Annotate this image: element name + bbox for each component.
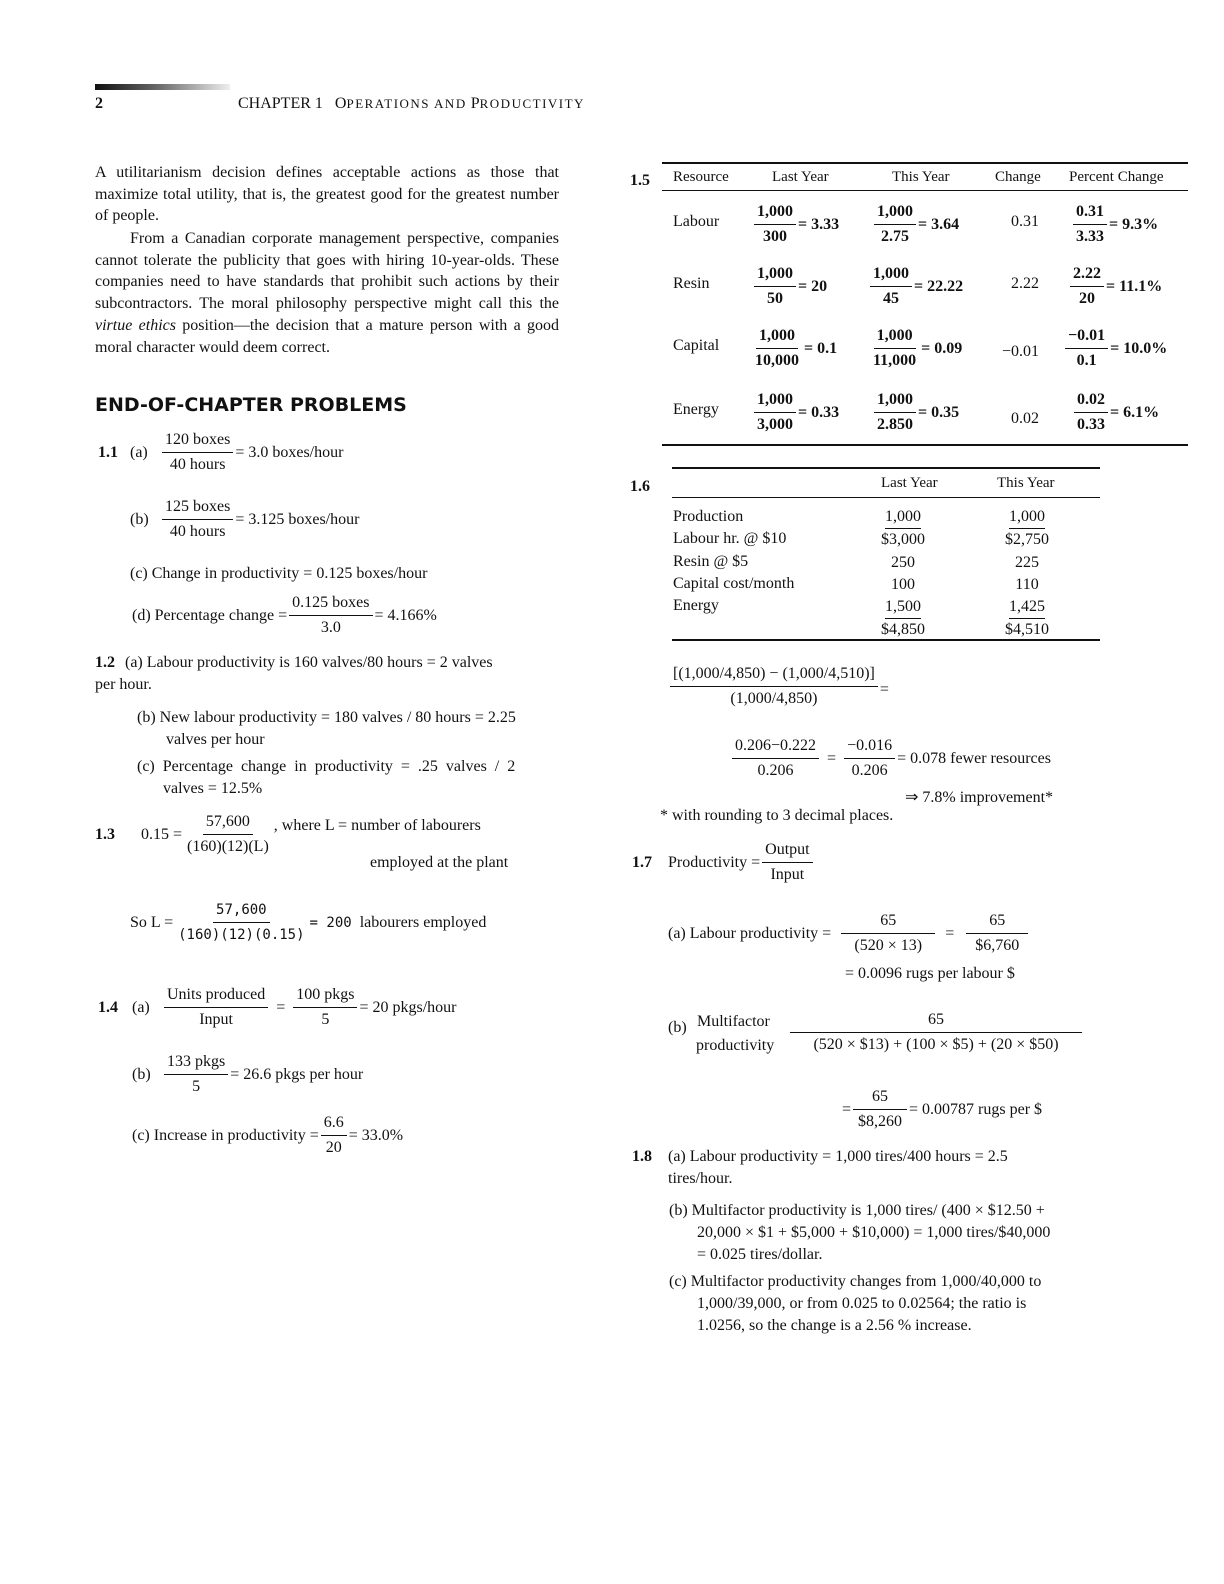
part-label: (d) Percentage change = — [132, 606, 288, 624]
intro-p2-italic: virtue ethics — [95, 316, 176, 334]
result: = 10.0% — [1110, 339, 1168, 357]
cell: 225 — [1015, 553, 1039, 571]
title-letter-o: O — [334, 95, 347, 112]
part-label: (b) — [130, 510, 149, 528]
numerator: 0.125 boxes — [289, 593, 372, 616]
row-label: Production — [673, 508, 744, 525]
problem-number: 1.4 — [98, 998, 118, 1016]
equals: = — [827, 749, 837, 767]
denominator: 3.0 — [320, 619, 341, 636]
change-cell: 0.31 — [1011, 213, 1039, 230]
problem-1-1-b — [130, 497, 359, 542]
problem-1-2-a — [95, 654, 493, 672]
cell: 250 — [891, 553, 915, 571]
denominator: 5 — [192, 1078, 201, 1095]
cell-energy: 1,500 — [885, 596, 921, 619]
problem-number: 1.2 — [95, 654, 115, 671]
row-label: Labour hr. @ $10 — [673, 530, 787, 548]
last-year-cell — [752, 390, 839, 435]
problem-1-6-note: * with rounding to 3 decimal places. — [660, 807, 894, 824]
this-year-cell — [868, 326, 962, 371]
problem-1-1-c: (c) Change in productivity = 0.125 boxes/hour — [130, 565, 428, 582]
denominator: (520 × 13) — [854, 937, 923, 954]
part-label: (c) Increase in productivity = — [132, 1126, 319, 1144]
table-1-5-header-rule — [662, 190, 1188, 191]
table-1-6-header-last-year: Last Year — [881, 475, 938, 491]
row-label: Capital cost/month — [673, 574, 795, 592]
fraction — [164, 1052, 228, 1097]
table-1-6-header-this-year: This Year — [997, 475, 1055, 491]
table-1-5-header-percent-change: Percent Change — [1069, 169, 1164, 185]
numerator: 0.206−0.222 — [732, 736, 819, 759]
problem-1-8-b: (b) Multifactor productivity is 1,000 tires/ (400 × $12.50 + — [669, 1202, 1045, 1219]
result: = 0.09 — [921, 339, 963, 357]
denominator: (1,000/4,850) — [730, 690, 818, 707]
part-a: (a) Labour productivity = 1,000 tires/400 hours = 2.5 — [668, 1148, 1008, 1165]
table-1-5-header-last-year: Last Year — [772, 169, 829, 185]
cell-energy: 1,425 — [1009, 596, 1045, 619]
numerator: 1,000 — [874, 390, 916, 413]
intro-p2-start: From a Canadian corporate management perspective, companies cannot tolerate the publicity that goes with hiring 10-year-olds. These companies need to have standards that prohibit such actions by their subcontractors. The moral philosophy perspective might call this the — [95, 230, 559, 313]
part-label: (a) — [130, 443, 148, 461]
productivity-label: Productivity = — [668, 853, 761, 871]
fraction — [966, 911, 1028, 956]
row-label: Resin @ $5 — [673, 552, 749, 570]
fraction — [184, 812, 272, 857]
problem-1-4-a — [98, 985, 457, 1030]
denominator: 0.206 — [851, 762, 888, 779]
problem-1-8-c: (c) Multifactor productivity changes from 1,000/40,000 to — [669, 1273, 1042, 1290]
change-cell: 0.02 — [1011, 410, 1039, 427]
problem-1-2-a-cont: per hour. — [95, 676, 152, 693]
problem-1-3-so — [130, 900, 486, 945]
title-roductivity: RODUCTIVITY — [479, 96, 585, 111]
equals: = — [842, 1100, 852, 1118]
problem-1-1-d — [132, 593, 437, 638]
table-1-6-labels — [673, 506, 794, 617]
this-year-cell — [872, 390, 959, 435]
denominator: Input — [770, 866, 805, 883]
percent-change-cell — [1068, 264, 1162, 309]
denominator: 0.33 — [1077, 416, 1105, 433]
denominator: 40 hours — [169, 456, 226, 473]
intro-paragraph-2 — [95, 228, 559, 358]
problem-1-7-b-mf1: Multifactor — [697, 1013, 770, 1030]
last-year-cell — [752, 202, 839, 247]
result-text: labourers employed — [359, 913, 487, 931]
numerator: Units produced — [164, 985, 268, 1008]
problem-1-2-c: (c) Percentage change in productivity = .25 valves / 2 — [137, 758, 516, 775]
equals: = — [276, 998, 286, 1016]
change-cell: −0.01 — [1002, 343, 1040, 360]
lhs: 0.15 = — [141, 825, 183, 843]
denominator: $8,260 — [858, 1113, 903, 1130]
cell-total: $4,850 — [881, 621, 925, 639]
numerator: −0.01 — [1065, 326, 1108, 349]
table-1-5-header-this-year: This Year — [892, 169, 950, 185]
result: = 26.6 pkgs per hour — [230, 1065, 364, 1083]
numerator: 1,000 — [870, 264, 912, 287]
problem-1-4-c — [132, 1113, 403, 1158]
problem-1-2-b-cont: valves per hour — [166, 731, 265, 748]
chapter-title — [238, 95, 585, 113]
fraction — [162, 497, 233, 542]
chapter-label: CHAPTER 1 — [238, 95, 323, 112]
this-year-cell — [872, 202, 959, 247]
result: = 200 — [309, 914, 352, 931]
denominator: 2.75 — [881, 228, 909, 245]
percent-change-cell — [1063, 326, 1167, 371]
problem-1-4-b — [132, 1052, 363, 1097]
table-1-6-header-rule — [672, 497, 1100, 498]
intro-paragraph-1: A utilitarianism decision defines acceptable actions as those that maximize total utility, that is, the greatest good for the greatest number of people. — [95, 164, 559, 225]
fraction — [853, 1087, 907, 1132]
denominator: 5 — [321, 1011, 330, 1028]
problem-1-7-b-result — [842, 1087, 1042, 1132]
cell: 100 — [891, 575, 915, 593]
problem-1-7-b-label: (b) — [668, 1019, 687, 1036]
fraction — [790, 1010, 1082, 1055]
denominator: (160)(12)(L) — [187, 838, 269, 855]
problem-1-6-eq1 — [668, 664, 889, 709]
numerator: Output — [762, 840, 812, 863]
numerator: 57,600 — [213, 900, 270, 923]
row-label: Energy — [673, 597, 719, 615]
section-heading: END-OF-CHAPTER PROBLEMS — [95, 394, 407, 416]
numerator: 133 pkgs — [164, 1052, 228, 1075]
denominator: 20 — [325, 1139, 342, 1156]
denominator: 11,000 — [873, 352, 917, 369]
table-1-5-header-change: Change — [995, 169, 1041, 185]
numerator: 1,000 — [874, 326, 916, 349]
numerator: 0.02 — [1074, 390, 1108, 413]
result: = 4.166% — [374, 606, 437, 624]
result: = 3.33 — [798, 215, 840, 233]
title-and: AND — [434, 96, 467, 111]
table-1-6-this-year-col — [992, 506, 1062, 642]
numerator: 2.22 — [1070, 264, 1104, 287]
numerator: 1,000 — [754, 264, 796, 287]
numerator: 65 — [853, 1087, 907, 1110]
table-1-5-header-resource: Resource — [673, 169, 729, 185]
numerator: 120 boxes — [162, 430, 233, 453]
problem-number: 1.3 — [95, 825, 115, 843]
numerator: 1,000 — [756, 326, 798, 349]
percent-change-cell — [1072, 390, 1159, 435]
where-text: , where L = number of labourers — [273, 816, 481, 834]
denominator: (160)(12)(0.15) — [178, 927, 305, 943]
problem-number: 1.1 — [98, 443, 118, 461]
numerator: [(1,000/4,850) − (1,000/4,510)] — [670, 664, 878, 687]
problem-number: 1.8 — [632, 1148, 652, 1165]
denominator: 50 — [767, 290, 783, 307]
denominator: 300 — [763, 228, 787, 245]
denominator: 3,000 — [757, 416, 793, 433]
numerator: −0.016 — [844, 736, 895, 759]
fraction — [321, 1113, 347, 1158]
result: = 0.33 — [798, 403, 840, 421]
denominator: 2.850 — [877, 416, 913, 433]
fraction — [175, 900, 307, 945]
result: = 3.125 boxes/hour — [235, 510, 360, 528]
intro-p2-end: position—the decision that a mature person with a good moral character would deem correct. — [95, 316, 559, 356]
part-label: (a) — [132, 998, 150, 1016]
cell: $3,000 — [881, 531, 925, 549]
numerator: 0.31 — [1073, 202, 1107, 225]
result: = 20 — [798, 277, 828, 295]
denominator: Input — [199, 1011, 233, 1028]
numerator: 65 — [790, 1010, 1082, 1033]
result: = 9.3% — [1109, 215, 1159, 233]
cell-total: $4,510 — [1005, 621, 1049, 639]
table-1-5-bottom-rule — [662, 444, 1188, 446]
table-1-6-last-year-col — [868, 506, 938, 642]
table-1-6-top-rule — [672, 467, 1100, 469]
title-perations: PERATIONS — [346, 96, 431, 111]
title-letter-p: P — [470, 95, 480, 112]
denominator: 20 — [1079, 290, 1095, 307]
part-label: (b) — [132, 1065, 151, 1083]
problem-1-7-a — [668, 911, 1030, 956]
change-cell: 2.22 — [1011, 275, 1039, 292]
numerator: 1,000 — [754, 390, 796, 413]
last-year-cell — [750, 326, 837, 371]
fraction — [162, 430, 233, 475]
denominator: 0.206 — [757, 762, 794, 779]
problem-1-5-number: 1.5 — [630, 172, 650, 189]
numerator: 100 pkgs — [293, 985, 357, 1008]
part-a: (a) Labour productivity is 160 valves/80 hours = 2 valves — [125, 654, 493, 671]
problem-1-7-a-result: = 0.0096 rugs per labour $ — [845, 965, 1015, 982]
result: = 0.00787 rugs per $ — [909, 1100, 1043, 1118]
fraction — [732, 736, 819, 781]
fraction — [762, 840, 812, 885]
problem-1-1-a — [98, 430, 343, 475]
result: = 33.0% — [348, 1126, 404, 1144]
numerator: 1,000 — [754, 202, 796, 225]
last-year-cell — [752, 264, 827, 309]
part-label: (a) Labour productivity = — [668, 924, 832, 942]
so-label: So L = — [130, 913, 174, 931]
page-number: 2 — [95, 95, 103, 112]
numerator: 57,600 — [203, 812, 253, 835]
denominator: 3.33 — [1076, 228, 1104, 245]
problem-number: 1.7 — [632, 853, 652, 871]
numerator: 125 boxes — [162, 497, 233, 520]
fraction — [843, 911, 933, 956]
resource-name: Labour — [673, 213, 720, 230]
cell-production: 1,000 — [885, 506, 921, 529]
denominator: 0.1 — [1076, 352, 1097, 369]
resource-name: Energy — [673, 401, 719, 418]
problem-1-8-b-cont: 20,000 × $1 + $5,000 + $10,000) = 1,000 tires/$40,000 — [697, 1224, 1051, 1241]
problem-1-7 — [632, 840, 815, 885]
problem-1-6-improvement: ⇒ 7.8% improvement* — [905, 789, 1054, 806]
chapter-heading — [335, 95, 585, 112]
result: = 11.1% — [1106, 277, 1163, 295]
fraction — [164, 985, 268, 1030]
fraction — [844, 736, 895, 781]
problem-1-6-number: 1.6 — [630, 478, 650, 495]
this-year-cell — [868, 264, 963, 309]
problem-1-7-b-mf2: productivity — [696, 1037, 775, 1054]
result: = 0.1 — [804, 339, 838, 357]
problem-1-3-where-cont: employed at the plant — [370, 854, 509, 871]
fraction — [289, 593, 372, 638]
fraction — [293, 985, 357, 1030]
problem-1-8-a — [632, 1148, 1008, 1166]
problem-1-8-a-cont: tires/hour. — [668, 1170, 733, 1187]
problem-1-8-c-cont: 1,000/39,000, or from 0.025 to 0.02564; the ratio is — [697, 1295, 1027, 1312]
result: = 20 pkgs/hour — [359, 998, 457, 1016]
cell: 110 — [1015, 575, 1039, 593]
cell: $2,750 — [1005, 531, 1049, 549]
problem-1-8-b-cont2: = 0.025 tires/dollar. — [697, 1246, 823, 1263]
problem-1-2-b: (b) New labour productivity = 180 valves / 80 hours = 2.25 — [137, 709, 516, 726]
result: = 3.64 — [918, 215, 960, 233]
denominator: 45 — [883, 290, 899, 307]
result: = 0.35 — [918, 403, 960, 421]
equals: = — [945, 924, 955, 942]
numerator: 65 — [966, 911, 1028, 934]
resource-name: Resin — [673, 275, 710, 292]
denominator: 10,000 — [755, 352, 799, 369]
equals: = — [879, 680, 889, 698]
cell-production: 1,000 — [1009, 506, 1045, 529]
result: = 0.078 fewer resources — [897, 749, 1051, 767]
fraction — [670, 664, 878, 709]
denominator: (520 × $13) + (100 × $5) + (20 × $50) — [813, 1036, 1059, 1053]
denominator: 40 hours — [169, 523, 226, 540]
problem-1-6-eq2 — [730, 736, 1051, 781]
percent-change-cell — [1071, 202, 1158, 247]
numerator: 65 — [841, 911, 935, 934]
resource-name: Capital — [673, 337, 720, 354]
problem-1-7-b-fraction — [788, 1010, 1084, 1055]
problem-1-2-c-cont: valves = 12.5% — [163, 780, 263, 797]
header-rule — [95, 84, 230, 90]
table-1-5-top-rule — [662, 162, 1188, 164]
problem-1-8-c-cont2: 1.0256, so the change is a 2.56 % increase. — [697, 1317, 972, 1334]
denominator: $6,760 — [975, 937, 1020, 954]
result: = 22.22 — [914, 277, 964, 295]
numerator: 6.6 — [321, 1113, 347, 1136]
result: = 6.1% — [1110, 403, 1160, 421]
result: = 3.0 boxes/hour — [235, 443, 344, 461]
problem-1-3 — [95, 812, 481, 857]
numerator: 1,000 — [874, 202, 916, 225]
